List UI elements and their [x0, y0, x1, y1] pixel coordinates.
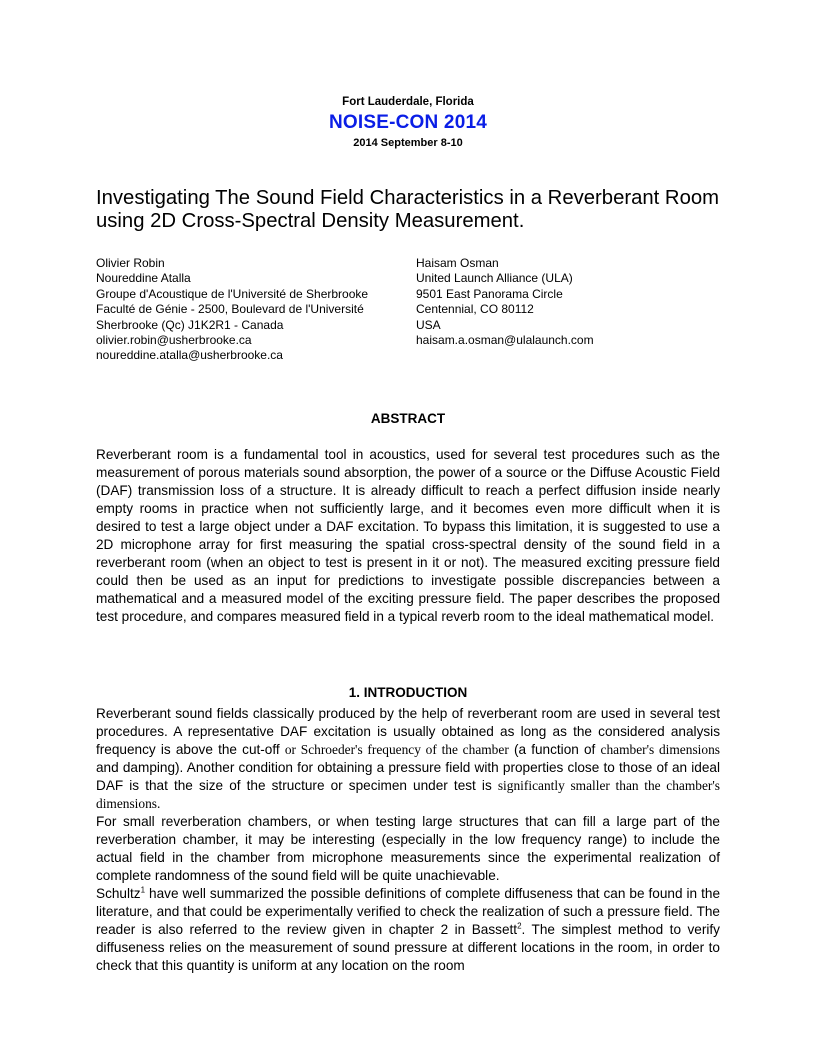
conference-name: NOISE-CON 2014 — [328, 112, 488, 133]
affiliation-line: 9501 East Panorama Circle — [416, 286, 563, 301]
email-line: haisam.a.osman@ulalaunch.com — [416, 333, 594, 348]
affiliation-line: USA — [416, 317, 441, 332]
conference-date: 2014 September 8-10 — [353, 137, 463, 149]
email-line: noureddine.atalla@usherbrooke.ca — [96, 348, 283, 363]
intro-paragraph-3: Schultz$^1$ have well summarized the possible definitions of complete diffuseness that can be found in the literature, and that could be experimentally verified to check the realization of such a pressure field. The reader is also referred to the review given in chapter 2 in Bassett$^2$. The simplest method to verify diffuseness relies on the measurement of sound pressure at different locations in the room, in order to check that this quantity is uniform at any location on the room — [96, 885, 720, 973]
affiliation-line: United Launch Alliance (ULA) — [416, 271, 573, 286]
intro-paragraph-1: Reverberant sound fields classically produced by the help of reverberant room are used in several test procedures. A representative DAF excitation is usually obtained as long as the considered analysis frequency is above the cut-off or Schroeder's frequency of the chamber (a function of chamber's dimensions and damping). Another condition for obtaining a pressure field with properties close to those of an ideal DAF is that the size of the structure or specimen under test is significantly smaller than the chamber's dimensions. — [96, 706, 720, 811]
abstract-text: Reverberant room is a fundamental tool in acoustics, used for several test procedures such as the measurement of porous materials sound absorption, the power of a source or the Diffuse Acoustic Field (DAF) transmission loss of a structure. It is already difficult to reach a perfect diffusion inside nearly empty rooms in practice when not sufficiently large, and it becomes even more difficult when it is desired to test a large object under a DAF excitation. To bypass this limitation, it is suggested to use a 2D microphone array for first measuring the spatial cross-spectral density of the sound field in a reverberant room (when an object to test is present in it or not). The measured exciting pressure field could then be used as an input for predictions to investigate possible discrepancies between a mathematical and a measured model of the exciting pressure field. The paper describes the proposed test procedure, and compares measured field in a typical reverb room to the ideal mathematical model. — [96, 447, 720, 624]
author-block-left — [96, 256, 416, 364]
introduction-body — [96, 705, 720, 975]
citation-ref: 1 — [140, 885, 146, 895]
affiliation-line: Faculté de Génie - 2500, Boulevard de l'Université — [96, 302, 364, 317]
author-block-right — [416, 256, 736, 348]
paper-title: Investigating The Sound Field Characteristics in a Reverberant Room using 2D Cross-Spectral Density Measurement. — [96, 187, 720, 232]
affiliation-line: Sherbrooke (Qc) J1K2R1 - Canada — [96, 317, 284, 332]
introduction-heading: 1. INTRODUCTION — [348, 685, 468, 700]
affiliation-line: Centennial, CO 80112 — [416, 302, 534, 317]
abstract-heading: ABSTRACT — [370, 411, 446, 426]
author-line: Haisam Osman — [416, 256, 499, 270]
citation-ref: 2 — [517, 921, 522, 931]
conference-location: Fort Lauderdale, Florida — [342, 96, 474, 108]
author-line: Noureddine Atalla — [96, 271, 191, 286]
affiliation-line: Groupe d'Acoustique de l'Université de Sherbrooke — [96, 286, 369, 301]
author-line: Olivier Robin — [96, 256, 165, 270]
email-line: olivier.robin@usherbrooke.ca — [96, 333, 252, 348]
intro-paragraph-2: For small reverberation chambers, or when testing large structures that can fill a large part of the reverberation chamber, it may be interesting (especially in the low frequency range) to include the actual field in the chamber from microphone measurements since the experimental realization of complete randomness of the sound field will be quite unachievable. — [96, 814, 720, 883]
